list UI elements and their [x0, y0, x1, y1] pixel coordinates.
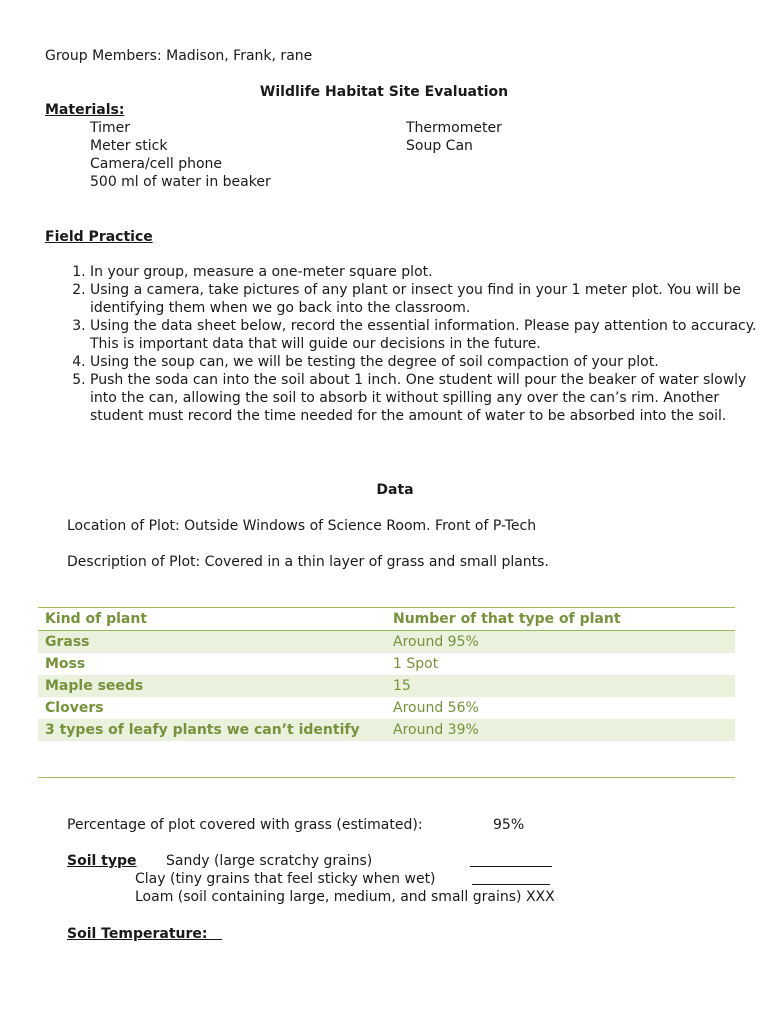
plant-count: 15	[386, 675, 735, 697]
material-item: Timer	[90, 120, 131, 136]
plot-location: Location of Plot: Outside Windows of Science Room. Front of P-Tech	[67, 518, 537, 534]
soil-option-sandy: Sandy (large scratchy grains)	[166, 853, 373, 869]
step-item: 2. Using a camera, take pictures of any plant or insect you find in your 1 meter plot. You will be identifying them when we go back into the classroom.	[90, 281, 768, 317]
step-item: 1. In your group, measure a one-meter square plot.	[90, 263, 768, 281]
plant-count: Around 95%	[386, 631, 735, 654]
field-practice-heading: Field Practice	[45, 229, 153, 245]
table-bottom-border	[38, 777, 735, 778]
step-item: 5. Push the soda can into the soil about 1 inch. One student will pour the beaker of water slowly into the can, allowing the soil to absorb it without spilling any over the can’s rim. Another student must record the time needed for the amount of water to be absorbed into the soil.	[90, 371, 768, 425]
soil-temperature-heading	[67, 925, 222, 943]
table-row	[38, 653, 735, 675]
page-title: Wildlife Habitat Site Evaluation	[259, 84, 509, 100]
grass-coverage-label: Percentage of plot covered with grass (estimated):	[67, 817, 423, 833]
table-row	[38, 675, 735, 697]
grass-coverage-value: 95%	[493, 817, 525, 833]
plant-count: Around 39%	[386, 719, 735, 741]
soil-option-clay: Clay (tiny grains that feel sticky when wet)	[135, 871, 436, 887]
plant-kind: Clovers	[45, 700, 104, 716]
plot-description: Description of Plot: Covered in a thin layer of grass and small plants.	[67, 554, 549, 570]
material-item: Soup Can	[406, 138, 473, 154]
table-row	[38, 719, 735, 741]
plant-kind: Maple seeds	[38, 675, 386, 697]
plant-kind: 3 types of leafy plants we can’t identify	[38, 719, 386, 741]
material-item: Camera/cell phone	[90, 156, 223, 172]
table-row	[38, 631, 735, 654]
group-members: Group Members: Madison, Frank, rane	[45, 48, 313, 64]
soil-type-heading: Soil type	[67, 853, 137, 869]
plant-count: 1 Spot	[393, 656, 439, 672]
material-item: Meter stick	[90, 138, 168, 154]
clay-blank-line	[472, 870, 550, 885]
sandy-blank-line	[470, 852, 552, 867]
plant-kind: Moss	[45, 656, 86, 672]
plant-kind: Grass	[38, 631, 386, 654]
soil-temperature-label: Soil Temperature:	[67, 926, 208, 942]
table-row	[38, 697, 735, 719]
table-header-row	[38, 608, 735, 631]
material-item: Thermometer	[406, 120, 502, 136]
step-item: 3. Using the data sheet below, record the essential information. Please pay attention to accuracy. This is important data that will guide our decisions in the future.	[90, 317, 768, 353]
step-item: 4. Using the soup can, we will be testing the degree of soil compaction of your plot.	[90, 353, 768, 371]
data-heading: Data	[376, 482, 414, 498]
column-header: Kind of plant	[45, 611, 148, 627]
field-practice-steps	[62, 263, 768, 425]
soil-option-loam: Loam (soil containing large, medium, and small grains) XXX	[135, 889, 555, 905]
material-item: 500 ml of water in beaker	[90, 174, 271, 190]
plant-table	[38, 607, 735, 741]
column-header: Number of that type of plant	[393, 611, 621, 627]
plant-count: Around 56%	[393, 700, 479, 716]
materials-heading: Materials:	[45, 102, 125, 118]
